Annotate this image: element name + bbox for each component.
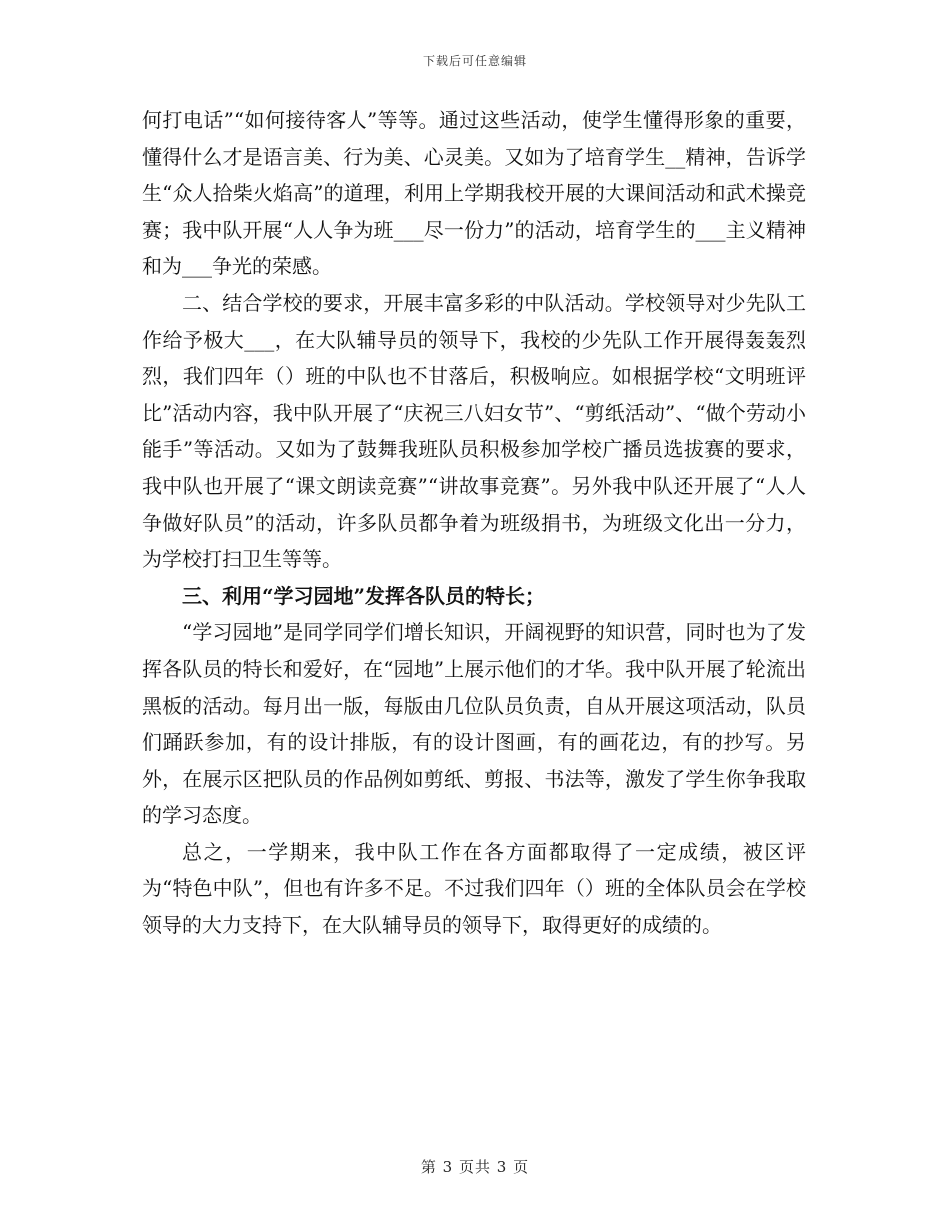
paragraph-section-two: 二、结合学校的要求，开展丰富多彩的中队活动。学校领导对少先队工作给予极大___，在大队辅导员的领导下，我校的少先队工作开展得轰轰烈烈，我们四年（）班的中队也不甘落后，积极响应。如根据学校“文明班评比”活动内容，我中队开展了“庆祝三八妇女节”、“剪纸活动”、“做个劳动小能手”等活动。又如为了鼓舞我班队员积极参加学校广播员选拔赛的要求，我中队也开展了“课文朗读竞赛”“讲故事竞赛”。另外我中队还开展了“人人争做好队员”的活动，许多队员都争着为班级捐书，为班级文化出一分力，为学校打扫卫生等等。	[142, 290, 806, 572]
page-header: 下载后可任意编辑	[422, 54, 527, 68]
paragraph-activities-continued: 何打电话”“如何接待客人”等等。通过这些活动，使学生懂得形象的重要，懂得什么才是语言美、行为美、心灵美。又如为了培育学生__精神，告诉学生“众人拾柴火焰高”的道理，利用上学期我校开展的大课间活动和武术操竞赛；我中队开展“人人争为班___尽一份力”的活动，培育学生的___主义精神和为___争光的荣感。	[142, 108, 806, 279]
page-footer: 第 3 页共 3 页	[420, 1158, 530, 1176]
section-three-heading: 三、利用“学习园地”发挥各队员的特长；	[182, 583, 546, 608]
paragraph-conclusion: 总之，一学期来，我中队工作在各方面都取得了一定成绩，被区评为“特色中队”，但也有许多不足。不过我们四年（）班的全体队员会在学校领导的大力支持下，在大队辅导员的领导下，取得更好的成绩的。	[142, 839, 806, 938]
document-body	[142, 102, 806, 944]
paragraph-learning-garden: “学习园地”是同学同学们增长知识，开阔视野的知识营，同时也为了发挥各队员的特长和爱好，在“园地”上展示他们的才华。我中队开展了轮流出黑板的活动。每月出一版，每版由几位队员负责，自从开展这项活动，队员们踊跃参加，有的设计排版，有的设计图画，有的画花边，有的抄写。另外，在展示区把队员的作品例如剪纸、剪报、书法等，激发了学生你争我取的学习态度。	[142, 620, 806, 828]
